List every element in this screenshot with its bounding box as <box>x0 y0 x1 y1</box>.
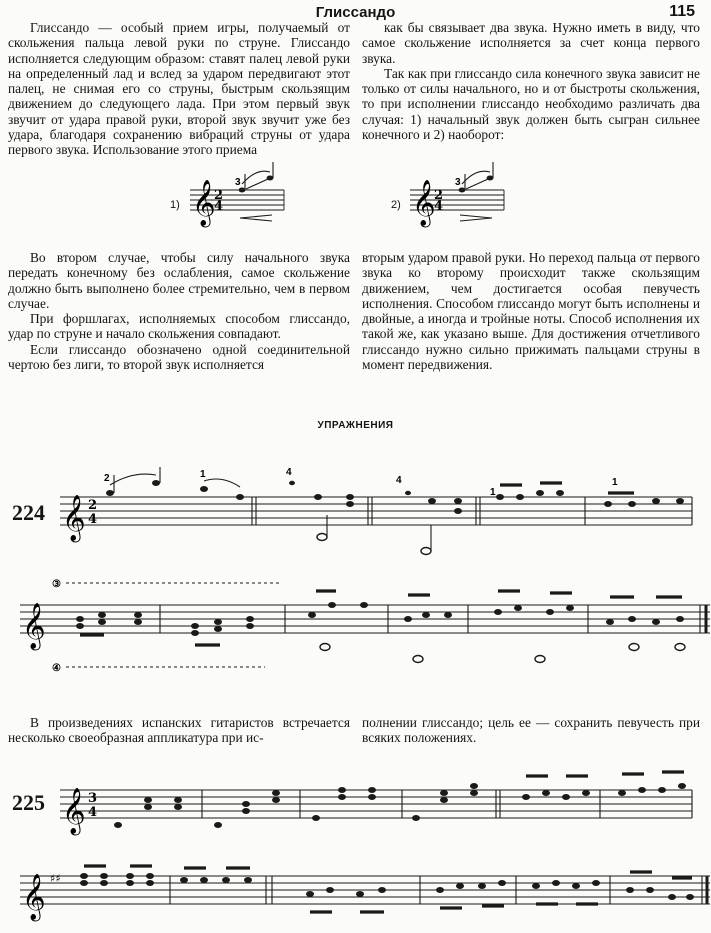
diminuendo-hairpin <box>240 215 272 221</box>
note <box>346 494 354 500</box>
svg-text:4: 4 <box>88 805 98 820</box>
paragraph: полнении глиссандо; цель ее — сохранить певучесть при всяких положениях. <box>362 715 700 746</box>
exercise-224-staff-2 <box>20 575 710 680</box>
grace-note <box>289 481 295 485</box>
paragraph: В произведениях испанских гитаристов встречается несколько своеобразная аппликатура при ис- <box>8 715 350 746</box>
example-1-staff <box>190 178 290 228</box>
section2-left-column <box>8 250 350 372</box>
bass-note <box>317 534 327 541</box>
svg-text:3: 3 <box>455 177 461 188</box>
exercise-224-staff-1 <box>60 465 700 565</box>
svg-text:2: 2 <box>88 498 98 513</box>
section2-right-column <box>362 250 700 372</box>
svg-text:♯♯: ♯♯ <box>50 872 61 885</box>
note <box>200 486 208 492</box>
svg-text:3: 3 <box>88 791 98 806</box>
svg-text:1: 1 <box>490 487 496 498</box>
example-2-label: 2) <box>391 199 401 211</box>
svg-text:4: 4 <box>88 512 98 527</box>
svg-text:1: 1 <box>612 477 618 488</box>
treble-clef-icon: 𝄞 <box>412 180 436 226</box>
svg-text:2: 2 <box>104 473 110 484</box>
note <box>604 501 612 507</box>
exercise-225-staff-2 <box>20 858 710 928</box>
treble-clef-icon: 𝄞 <box>22 874 46 920</box>
section3-right-column <box>362 715 700 746</box>
paragraph: как бы связывает два звука. Нужно иметь в виду, что самое скольжение исполняется за счет конца первого звука. <box>362 20 700 66</box>
paragraph: Если глиссандо обозначено одной соединительной чертою без лиги, то второй звук исполняется <box>8 341 350 373</box>
exercises-heading: УПРАЖНЕНИЯ <box>317 420 394 431</box>
example-1-label: 1) <box>170 199 180 211</box>
string-number-4: ④ <box>52 663 61 674</box>
treble-clef-icon: 𝄞 <box>22 603 46 649</box>
bass-note <box>421 548 431 555</box>
example-2-staff <box>410 178 510 228</box>
section3-left-column <box>8 715 350 746</box>
exercise-number-225: 225 <box>12 790 45 815</box>
page-title: Глиссандо <box>315 4 396 21</box>
exercise-number-224: 224 <box>12 500 45 525</box>
svg-text:1: 1 <box>200 469 206 480</box>
paragraph: вторым ударом правой руки. Но переход пальца от первого звука ко второму происходит также скользящим движением, чем достигается особая певучесть исполнения. Способом глиссандо могут быть исполнены и двойные, а иногда и тройные ноты. Способ исполнения их такой же, как указано выше. Для достижения отчетливого глиссандо нужно сильно прижимать пальцами струны в момент передвижения. <box>362 250 700 373</box>
treble-clef-icon: 𝄞 <box>62 495 86 541</box>
treble-clef-icon: 𝄞 <box>62 788 86 834</box>
paragraph: При форшлагах, исполняемых способом глиссандо, удар по струне и начало скольжения совпадают. <box>8 311 350 342</box>
note <box>239 188 246 193</box>
section1-left-column <box>8 20 350 158</box>
page-number: 115 <box>669 3 695 20</box>
note <box>314 494 322 500</box>
treble-clef-icon: 𝄞 <box>192 180 216 226</box>
paragraph: Глиссандо — особый прием игры, получаемый от скольжения пальца левой руки по струне. Глиссандо исполняется следующим образом: ставят палец левой руки на определенный лад и вслед за ударом передвигают этот палец, не снимая его со струны, быстрым скользящим движением до следующего лада. При этом первый звук звучит от удара правой руки, второй звук звучит уже без удара, благодаря сохранению вибраций струны от удара первого звука. Использование этого приема <box>8 20 350 158</box>
exercise-225-staff-1 <box>60 760 700 850</box>
grace-note <box>405 491 411 495</box>
svg-text:4: 4 <box>214 199 224 214</box>
time-signature: 2 <box>214 188 224 203</box>
note <box>152 480 160 486</box>
paragraph: Так как при глиссандо сила конечного звука зависит не только от силы начального, но и от быстроты скольжения, то при исполнении глиссандо необходимо различать два случая: 1) начальный звук должен быть сыгран сильнее конечного и 2) наоборот: <box>362 65 700 143</box>
svg-text:4: 4 <box>286 467 292 478</box>
note <box>428 498 436 504</box>
finger-number: 3 <box>235 177 241 188</box>
note <box>496 494 504 500</box>
svg-text:4: 4 <box>396 475 402 486</box>
note <box>236 494 244 500</box>
svg-text:2: 2 <box>434 188 444 203</box>
paragraph: Во втором случае, чтобы силу начального звука передать конечному без ослабления, самое скольжение должно быть выполнено более стремительно, чем в первом случае. <box>8 250 350 311</box>
note <box>106 490 114 496</box>
note <box>459 188 466 193</box>
string-number-3: ③ <box>52 579 61 590</box>
svg-text:4: 4 <box>434 199 444 214</box>
crescendo-hairpin <box>460 215 492 221</box>
section1-right-column <box>362 20 700 142</box>
